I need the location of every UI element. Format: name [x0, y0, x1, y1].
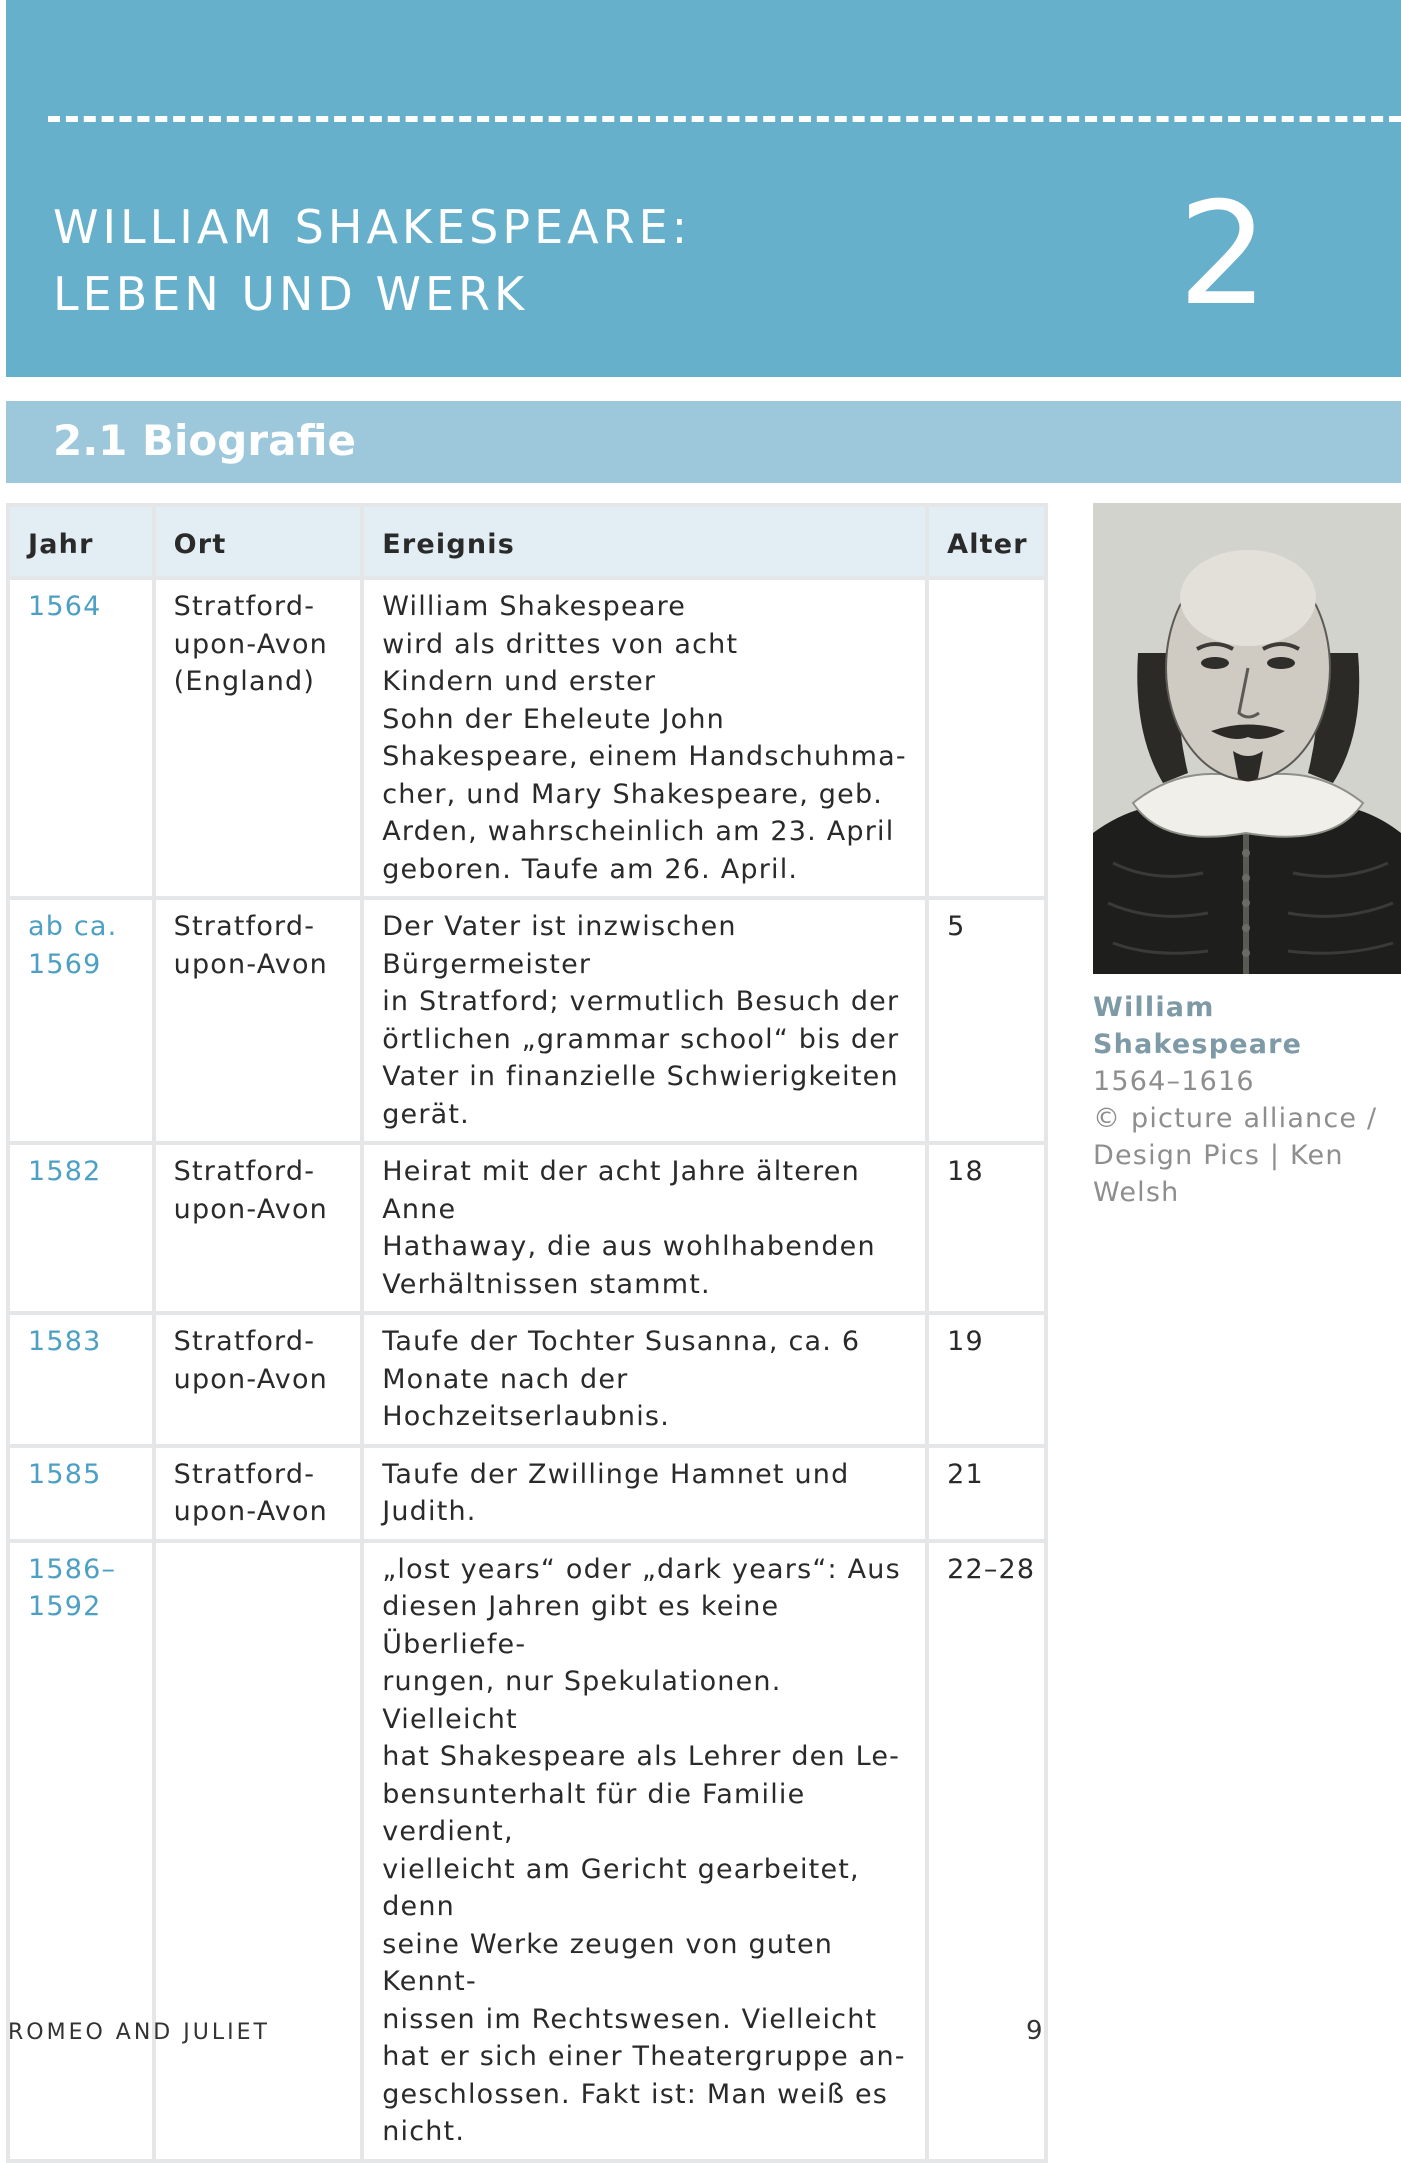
biography-table — [6, 503, 1048, 2163]
cell-place: Stratford- upon-Avon — [154, 1313, 363, 1446]
cell-age: 18 — [927, 1143, 1046, 1313]
table-row — [8, 1541, 1046, 2161]
footer-page-number: 9 — [1026, 2016, 1043, 2046]
table-row — [8, 1143, 1046, 1313]
header-place: Ort — [154, 505, 363, 578]
table-header-row — [8, 505, 1046, 578]
chapter-title-line1: WILLIAM SHAKESPEARE: — [53, 200, 692, 254]
cell-year: 1564 — [8, 578, 154, 898]
shakespeare-portrait-image — [1093, 503, 1401, 974]
cell-year: 1586– 1592 — [8, 1541, 154, 2161]
chapter-title-line2: LEBEN UND WERK — [53, 267, 529, 321]
caption-credit-line2: Design Pics | Ken — [1093, 1140, 1344, 1171]
chapter-number: 2 — [1178, 172, 1269, 337]
caption-name: William Shakespeare — [1093, 992, 1303, 1060]
cell-age — [927, 578, 1046, 898]
cell-year: 1585 — [8, 1446, 154, 1541]
table-row — [8, 1446, 1046, 1541]
caption-credit-line1: © picture alliance / — [1093, 1103, 1378, 1134]
dashed-divider — [48, 116, 1401, 122]
table-row — [8, 1313, 1046, 1446]
cell-place — [154, 1541, 363, 2161]
cell-age: 21 — [927, 1446, 1046, 1541]
caption-credit-line3: Welsh — [1093, 1177, 1180, 1208]
cell-event: William Shakespeare wird als drittes von acht Kindern und erster Sohn der Eheleute John Shakespeare, einem Handschuhma- cher, und Mary Shakespeare, geb. Arden, wahrscheinlich am 23. April geboren. Taufe am 26. April. — [362, 578, 927, 898]
cell-event: Taufe der Zwillinge Hamnet und Judith. — [362, 1446, 927, 1541]
header-event: Ereignis — [362, 505, 927, 578]
header-year: Jahr — [8, 505, 154, 578]
cell-place: Stratford- upon-Avon — [154, 1143, 363, 1313]
cell-age: 19 — [927, 1313, 1046, 1446]
caption-dates: 1564–1616 — [1093, 1066, 1255, 1097]
chapter-title — [53, 194, 691, 328]
portrait-caption — [1093, 989, 1393, 1211]
footer-book-title: ROMEO AND JULIET — [8, 2020, 270, 2045]
header-age: Alter — [927, 505, 1046, 578]
table-row — [8, 578, 1046, 898]
cell-event: Taufe der Tochter Susanna, ca. 6 Monate nach der Hochzeitserlaubnis. — [362, 1313, 927, 1446]
cell-year: ab ca. 1569 — [8, 898, 154, 1143]
cell-event: „lost years“ oder „dark years“: Aus diesen Jahren gibt es keine Überliefe- rungen, nur Spekulationen. Vielleicht hat Shakespeare als Lehrer den Le- bensunterhalt für die Familie verdient, vielleicht am Gericht gearbeitet, denn seine Werke zeugen von guten Kennt- nissen im Rechtswesen. Vielleicht hat er sich einer Theatergruppe an- geschlossen. Fakt ist: Man weiß es nicht. — [362, 1541, 927, 2161]
cell-place: Stratford- upon-Avon — [154, 1446, 363, 1541]
cell-event: Heirat mit der acht Jahre älteren Anne Hathaway, die aus wohlhabenden Verhältnissen stammt. — [362, 1143, 927, 1313]
cell-place: Stratford- upon-Avon (England) — [154, 578, 363, 898]
cell-place: Stratford- upon-Avon — [154, 898, 363, 1143]
table-row — [8, 898, 1046, 1143]
shakespeare-portrait-icon — [1093, 503, 1401, 974]
cell-year: 1582 — [8, 1143, 154, 1313]
cell-age: 5 — [927, 898, 1046, 1143]
cell-age: 22–28 — [927, 1541, 1046, 2161]
cell-year: 1583 — [8, 1313, 154, 1446]
section-title: 2.1 Biografie — [53, 416, 357, 465]
cell-event: Der Vater ist inzwischen Bürgermeister in Stratford; vermutlich Besuch der örtlichen „grammar school“ bis der Vater in finanzielle Schwierigkeiten gerät. — [362, 898, 927, 1143]
